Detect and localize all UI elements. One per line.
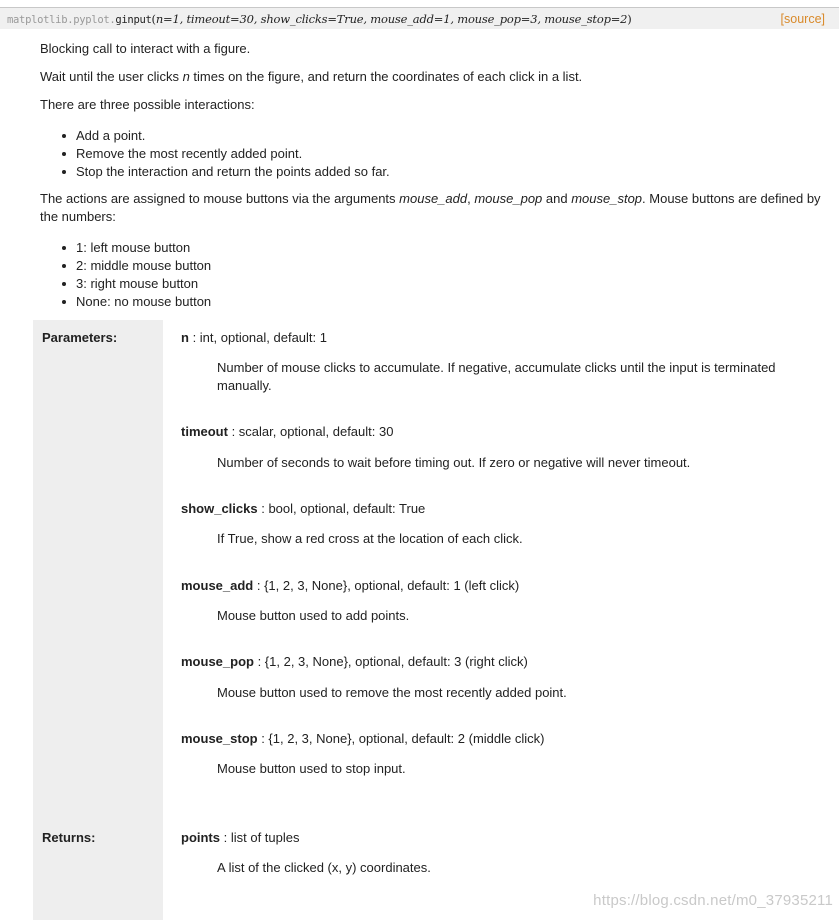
signature-open-paren: ( bbox=[151, 12, 156, 26]
signature-close-paren: ) bbox=[627, 12, 632, 26]
signature-module: matplotlib.pyplot. bbox=[7, 14, 116, 26]
intro-paragraph-2 bbox=[40, 68, 825, 86]
actions-text-4: . Mouse buttons are defined by the numbers: bbox=[40, 191, 821, 224]
list-item: 1: left mouse button bbox=[40, 239, 211, 257]
signature-params: n=1, timeout=30, show_clicks=True, mouse_add=1, mouse_pop=3, mouse_stop=2 bbox=[155, 12, 628, 26]
param-type: : {1, 2, 3, None}, optional, default: 3 (right click) bbox=[253, 654, 528, 669]
list-item: Stop the interaction and return the points added so far. bbox=[40, 163, 390, 181]
param-name: mouse_pop bbox=[181, 654, 254, 669]
source-link[interactable]: [source] bbox=[780, 12, 825, 26]
returns-label: Returns: bbox=[42, 830, 96, 845]
param-name: n bbox=[181, 330, 189, 345]
param-description: Number of mouse clicks to accumulate. If negative, accumulate clicks until the input is terminated manually. bbox=[217, 360, 776, 393]
return-type: : list of tuples bbox=[220, 830, 300, 845]
param-mouse-pop bbox=[181, 653, 528, 671]
list-item: Remove the most recently added point. bbox=[40, 145, 390, 163]
return-description: A list of the clicked (x, y) coordinates. bbox=[217, 860, 431, 875]
actions-text-2: , bbox=[467, 191, 475, 206]
list-item: None: no mouse button bbox=[40, 293, 211, 311]
actions-arg-mouse-add: mouse_add bbox=[399, 191, 468, 206]
watermark: https://blog.csdn.net/m0_37935211 bbox=[593, 892, 833, 909]
param-description: Number of seconds to wait before timing out. If zero or negative will never timeout. bbox=[217, 455, 691, 470]
list-item: 3: right mouse button bbox=[40, 275, 211, 293]
param-type: : scalar, optional, default: 30 bbox=[227, 424, 394, 439]
param-description: Mouse button used to stop input. bbox=[217, 761, 406, 776]
actions-arg-mouse-stop: mouse_stop bbox=[571, 191, 643, 206]
actions-text-3: and bbox=[542, 191, 572, 206]
intro-p2-var: n bbox=[182, 69, 190, 84]
param-description: Mouse button used to add points. bbox=[217, 608, 410, 623]
param-type: : {1, 2, 3, None}, optional, default: 2 (middle click) bbox=[257, 731, 545, 746]
signature-text bbox=[7, 10, 632, 29]
param-mouse-stop bbox=[181, 730, 544, 748]
param-name: show_clicks bbox=[181, 501, 258, 516]
param-type: : {1, 2, 3, None}, optional, default: 1 (left click) bbox=[253, 578, 520, 593]
param-type: : int, optional, default: 1 bbox=[188, 330, 327, 345]
intro-p2-before: Wait until the user clicks bbox=[40, 69, 183, 84]
param-name: mouse_stop bbox=[181, 731, 258, 746]
signature-function-name: ginput bbox=[115, 14, 152, 26]
param-mouse-add bbox=[181, 577, 519, 595]
param-name: mouse_add bbox=[181, 578, 254, 593]
param-name: timeout bbox=[181, 424, 228, 439]
return-points bbox=[181, 829, 299, 847]
function-signature bbox=[0, 7, 839, 29]
list-item: Add a point. bbox=[40, 127, 390, 145]
parameters-label: Parameters: bbox=[42, 330, 118, 345]
actions-paragraph bbox=[40, 190, 825, 226]
param-timeout bbox=[181, 423, 393, 441]
param-n bbox=[181, 329, 327, 347]
return-name: points bbox=[181, 830, 220, 845]
mouse-buttons-list bbox=[40, 239, 211, 311]
param-show-clicks bbox=[181, 500, 425, 518]
param-type: : bool, optional, default: True bbox=[257, 501, 426, 516]
param-description: Mouse button used to remove the most recently added point. bbox=[217, 685, 567, 700]
intro-p2-after: times on the figure, and return the coordinates of each click in a list. bbox=[189, 69, 583, 84]
intro-paragraph-3: There are three possible interactions: bbox=[40, 97, 255, 112]
param-description: If True, show a red cross at the location of each click. bbox=[217, 531, 523, 546]
actions-arg-mouse-pop: mouse_pop bbox=[474, 191, 543, 206]
actions-text-1: The actions are assigned to mouse buttons via the arguments bbox=[40, 191, 400, 206]
interactions-list bbox=[40, 127, 390, 181]
list-item: 2: middle mouse button bbox=[40, 257, 211, 275]
intro-paragraph-1: Blocking call to interact with a figure. bbox=[40, 41, 251, 56]
